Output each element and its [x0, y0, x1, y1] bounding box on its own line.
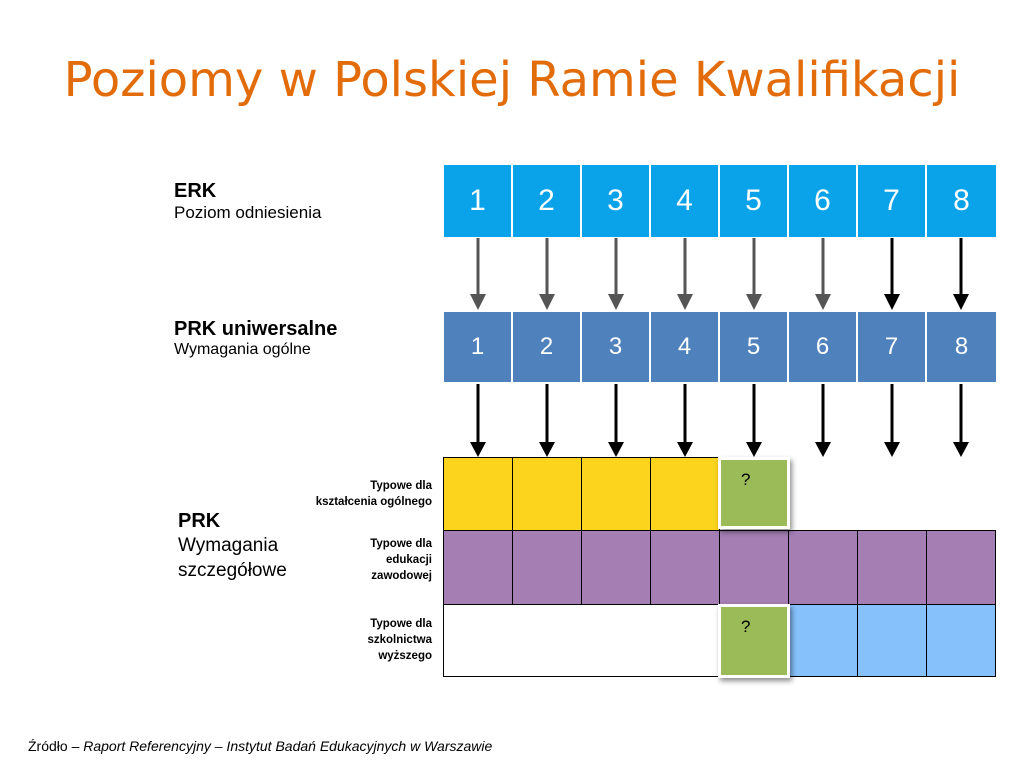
- prk-detailed-sublabel-2: szczegółowe: [178, 560, 287, 581]
- general-cell: [650, 457, 720, 531]
- prk-detailed-sublabel-1: Wymagania: [178, 535, 279, 556]
- down-arrow-icon: [470, 384, 486, 457]
- erk-level-cell: 1: [444, 165, 513, 237]
- down-arrow-icon: [470, 238, 486, 310]
- category-higher-line: Typowe dla: [370, 618, 432, 630]
- erk-level-cell: 8: [927, 165, 996, 237]
- category-general-line: kształcenia ogólnego: [315, 496, 432, 508]
- down-arrow-icon: [815, 384, 831, 457]
- down-arrow-icon: [677, 238, 693, 310]
- erk-to-prk-arrows: [470, 238, 969, 310]
- down-arrow-icon: [884, 384, 900, 457]
- higher-cell: [788, 604, 858, 677]
- source-prefix: Źródło –: [28, 738, 84, 754]
- prk-universal-level-cell: 1: [444, 312, 513, 382]
- prk-universal-label: PRK uniwersalne: [174, 318, 338, 340]
- vocational-cell: [581, 530, 651, 605]
- down-arrow-icon: [746, 238, 762, 310]
- vocational-cell: [788, 530, 858, 605]
- down-arrow-icon: [884, 238, 900, 310]
- erk-level-cell: 3: [582, 165, 651, 237]
- prk-universal-level-cell: 8: [927, 312, 996, 382]
- category-vocational-line: zawodowej: [371, 570, 432, 582]
- higher-empty-span: [443, 604, 720, 677]
- erk-level-cell: 6: [789, 165, 858, 237]
- down-arrow-icon: [746, 384, 762, 457]
- down-arrow-icon: [608, 238, 624, 310]
- prk-universal-level-cell: 6: [789, 312, 858, 382]
- prk-universal-level-cell: 3: [582, 312, 651, 382]
- general-cell: [443, 457, 513, 531]
- down-arrow-icon: [539, 384, 555, 457]
- category-vocational-line: Typowe dla: [370, 538, 432, 550]
- erk-level-cell: 4: [651, 165, 720, 237]
- vocational-cell: [926, 530, 996, 605]
- category-vocational-line: edukacji: [385, 554, 432, 566]
- prk-universal-level-cell: 5: [720, 312, 789, 382]
- vocational-cell: [512, 530, 582, 605]
- page-title: Poziomy w Polskiej Ramie Kwalifikacji: [63, 52, 961, 108]
- general-cell: [581, 457, 651, 531]
- higher-cell: [926, 604, 996, 677]
- erk-level-cell: 2: [513, 165, 582, 237]
- vocational-cell: [857, 530, 927, 605]
- source-text: Raport Referencyjny – Instytut Badań Edukacyjnych w Warszawie: [83, 738, 493, 754]
- prk-universal-sublabel: Wymagania ogólne: [174, 341, 311, 358]
- higher-cell: [857, 604, 927, 677]
- category-higher-line: wyższego: [378, 650, 432, 662]
- down-arrow-icon: [677, 384, 693, 457]
- category-higher-line: szkolnictwa: [367, 634, 432, 646]
- vocational-cell: [443, 530, 513, 605]
- general-cell: [512, 457, 582, 531]
- vocational-cell: [719, 530, 789, 605]
- uncertain-higher-level5: ?: [718, 604, 790, 678]
- vocational-cell: [650, 530, 720, 605]
- down-arrow-icon: [953, 238, 969, 310]
- prk-universal-level-cell: 4: [651, 312, 720, 382]
- prk-universal-level-cell: 7: [858, 312, 927, 382]
- source-citation: [28, 738, 492, 754]
- prk-to-detailed-arrows: [470, 384, 969, 457]
- uncertain-general-level5: ?: [718, 457, 790, 529]
- erk-level-cell: 5: [720, 165, 789, 237]
- down-arrow-icon: [815, 238, 831, 310]
- down-arrow-icon: [539, 238, 555, 310]
- prk-detailed-label: PRK: [178, 510, 221, 532]
- down-arrow-icon: [953, 384, 969, 457]
- down-arrow-icon: [608, 384, 624, 457]
- erk-sublabel: Poziom odniesienia: [174, 203, 322, 222]
- erk-level-cell: 7: [858, 165, 927, 237]
- prk-universal-level-cell: 2: [513, 312, 582, 382]
- category-general-line: Typowe dla: [370, 480, 432, 492]
- erk-label: ERK: [174, 180, 217, 202]
